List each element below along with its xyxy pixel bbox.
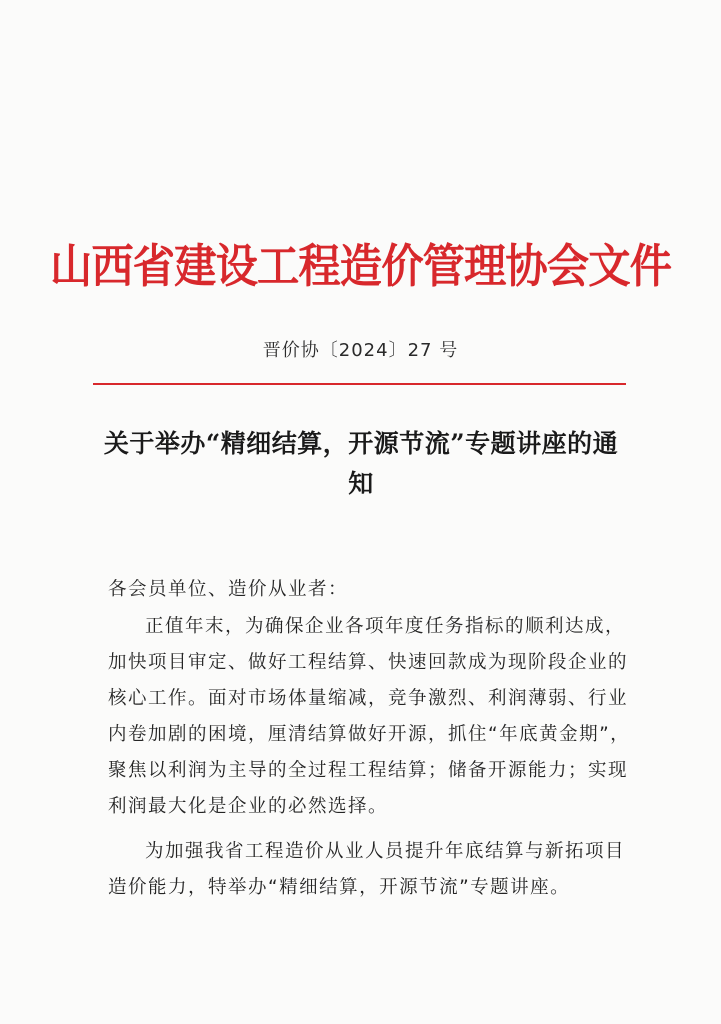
issuer-header-title: 山西省建设工程造价管理协会文件 [49, 239, 671, 293]
body-paragraph-1: 正值年末，为确保企业各项年度任务指标的顺利达成，加快项目审定、做好工程结算、快速回款成为现阶段企业的核心工作。面对市场体量缩减，竞争激烈、利润薄弱、行业内卷加剧的困境，厘清结算做好开源，抓住“年底黄金期”，聚焦以利润为主导的全过程工程结算；储备开源能力；实现利润最大化是企业的必然选择。 [108, 616, 631, 817]
notice-title: 关于举办“精细结算，开源节流”专题讲座的通知 [103, 429, 619, 498]
document-number: 晋价协〔2024〕27 号 [262, 340, 459, 361]
salutation: 各会员单位、造价从业者： [108, 579, 349, 600]
body-paragraph-2: 为加强我省工程造价从业人员提升年底结算与新拓项目造价能力，特举办“精细结算，开源节流”专题讲座。 [108, 841, 626, 898]
red-divider-line [93, 383, 626, 385]
